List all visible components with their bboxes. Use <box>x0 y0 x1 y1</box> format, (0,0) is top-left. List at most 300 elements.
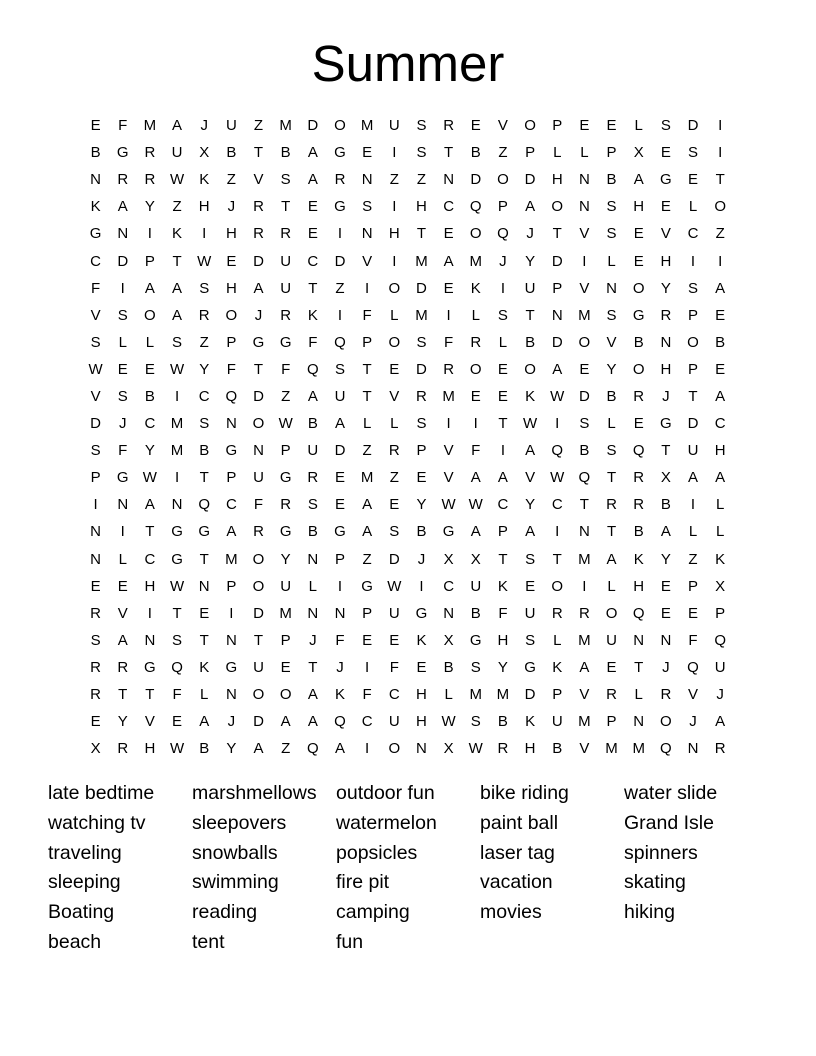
grid-letter[interactable]: I <box>365 279 370 297</box>
grid-letter[interactable]: S <box>416 333 427 351</box>
grid-letter[interactable]: R <box>253 225 264 243</box>
grid-letter[interactable]: O <box>334 117 346 135</box>
grid-letter[interactable]: Q <box>334 333 346 351</box>
grid-letter[interactable]: I <box>500 442 505 460</box>
grid-letter[interactable]: T <box>172 604 182 622</box>
grid-letter[interactable]: W <box>88 360 103 378</box>
grid-letter[interactable]: L <box>688 198 698 216</box>
grid-letter[interactable]: R <box>90 604 101 622</box>
grid-letter[interactable]: Z <box>389 469 399 487</box>
grid-letter[interactable]: K <box>470 279 481 297</box>
grid-letter[interactable]: Q <box>632 442 645 460</box>
grid-letter[interactable]: W <box>468 740 483 758</box>
grid-letter[interactable]: R <box>253 523 264 541</box>
grid-letter[interactable]: A <box>307 686 318 704</box>
grid-letter[interactable]: S <box>117 387 128 405</box>
grid-letter[interactable]: D <box>416 360 427 378</box>
grid-letter[interactable]: Y <box>280 550 291 568</box>
grid-letter[interactable]: G <box>116 469 129 487</box>
grid-letter[interactable]: O <box>144 306 156 324</box>
grid-letter[interactable]: G <box>171 550 183 568</box>
grid-letter[interactable]: T <box>606 469 617 487</box>
grid-letter[interactable]: M <box>170 415 184 433</box>
grid-letter[interactable]: O <box>252 686 265 704</box>
grid-letter[interactable]: S <box>416 144 427 162</box>
grid-letter[interactable]: E <box>579 360 590 378</box>
grid-letter[interactable]: D <box>253 252 264 270</box>
grid-letter[interactable]: V <box>579 279 590 297</box>
grid-letter[interactable]: A <box>525 523 536 541</box>
grid-letter[interactable]: D <box>687 117 699 135</box>
grid-letter[interactable]: Y <box>144 198 155 216</box>
grid-letter[interactable]: M <box>442 387 455 405</box>
grid-letter[interactable]: H <box>144 577 156 595</box>
grid-letter[interactable]: O <box>578 333 591 351</box>
grid-letter[interactable]: S <box>606 442 617 460</box>
grid-letter[interactable]: D <box>524 171 536 189</box>
grid-letter[interactable]: W <box>169 171 185 189</box>
grid-letter[interactable]: E <box>90 577 101 595</box>
grid-letter[interactable]: H <box>225 225 237 243</box>
grid-letter[interactable]: Y <box>416 496 427 514</box>
grid-letter[interactable]: A <box>362 496 373 514</box>
grid-letter[interactable]: S <box>606 306 617 324</box>
grid-letter[interactable]: T <box>444 144 454 162</box>
grid-letter[interactable]: V <box>579 686 590 704</box>
grid-letter[interactable]: Z <box>362 442 372 460</box>
grid-letter[interactable]: P <box>334 550 345 568</box>
grid-letter[interactable]: H <box>225 279 237 297</box>
grid-letter[interactable]: V <box>660 225 671 243</box>
grid-letter[interactable]: R <box>253 198 264 216</box>
grid-letter[interactable]: L <box>390 415 399 433</box>
grid-letter[interactable]: I <box>229 604 234 622</box>
grid-letter[interactable]: V <box>362 252 373 270</box>
grid-letter[interactable]: C <box>144 415 156 433</box>
grid-letter[interactable]: F <box>362 686 372 704</box>
grid-letter[interactable]: E <box>90 713 101 731</box>
grid-letter[interactable]: C <box>307 252 319 270</box>
grid-letter[interactable]: V <box>443 469 454 487</box>
grid-letter[interactable]: S <box>334 360 345 378</box>
grid-letter[interactable]: P <box>362 604 373 622</box>
grid-letter[interactable]: K <box>90 198 101 216</box>
grid-letter[interactable]: T <box>606 523 617 541</box>
grid-letter[interactable]: B <box>144 387 155 405</box>
grid-letter[interactable]: Z <box>389 171 399 189</box>
grid-letter[interactable]: R <box>144 144 156 162</box>
grid-letter[interactable]: R <box>307 469 319 487</box>
grid-letter[interactable]: W <box>550 387 565 405</box>
grid-letter[interactable]: S <box>362 198 373 216</box>
grid-letter[interactable]: O <box>497 171 509 189</box>
grid-letter[interactable]: P <box>226 333 237 351</box>
grid-letter[interactable]: G <box>279 523 292 541</box>
grid-letter[interactable]: T <box>172 252 182 270</box>
grid-letter[interactable]: U <box>280 279 292 297</box>
grid-letter[interactable]: Z <box>172 198 182 216</box>
grid-letter[interactable]: M <box>578 550 591 568</box>
grid-letter[interactable]: E <box>307 225 318 243</box>
grid-letter[interactable]: K <box>416 631 427 649</box>
grid-letter[interactable]: Q <box>198 496 211 514</box>
grid-letter[interactable]: V <box>389 387 400 405</box>
grid-letter[interactable]: C <box>225 496 237 514</box>
grid-letter[interactable]: A <box>307 144 318 162</box>
grid-letter[interactable]: L <box>118 550 127 568</box>
grid-letter[interactable]: B <box>660 496 671 514</box>
grid-letter[interactable]: S <box>688 279 699 297</box>
grid-letter[interactable]: H <box>714 442 726 460</box>
grid-letter[interactable]: O <box>524 360 536 378</box>
grid-letter[interactable]: O <box>632 360 645 378</box>
grid-letter[interactable]: G <box>252 333 265 351</box>
grid-letter[interactable]: Q <box>225 387 238 405</box>
grid-letter[interactable]: C <box>388 686 400 704</box>
grid-letter[interactable]: M <box>415 252 428 270</box>
grid-letter[interactable]: D <box>551 333 563 351</box>
grid-letter[interactable]: X <box>660 469 671 487</box>
grid-letter[interactable]: S <box>470 713 481 731</box>
grid-letter[interactable]: I <box>147 604 152 622</box>
grid-letter[interactable]: E <box>579 117 590 135</box>
grid-letter[interactable]: M <box>496 686 510 704</box>
grid-letter[interactable]: I <box>392 252 397 270</box>
grid-letter[interactable]: Z <box>335 279 345 297</box>
grid-letter[interactable]: J <box>336 658 344 676</box>
grid-letter[interactable]: L <box>580 144 589 162</box>
grid-letter[interactable]: R <box>443 117 455 135</box>
grid-letter[interactable]: J <box>716 686 724 704</box>
grid-letter[interactable]: A <box>579 658 590 676</box>
grid-letter[interactable]: O <box>388 740 401 758</box>
grid-letter[interactable]: L <box>471 306 480 324</box>
grid-letter[interactable]: T <box>525 306 535 324</box>
grid-letter[interactable]: B <box>497 713 508 731</box>
grid-letter[interactable]: L <box>553 631 562 649</box>
grid-letter[interactable]: A <box>606 550 617 568</box>
grid-letter[interactable]: I <box>120 279 125 297</box>
grid-letter[interactable]: R <box>334 171 346 189</box>
grid-letter[interactable]: X <box>443 631 454 649</box>
grid-letter[interactable]: K <box>199 171 210 189</box>
grid-letter[interactable]: U <box>524 604 536 622</box>
grid-letter[interactable]: G <box>334 198 346 216</box>
grid-letter[interactable]: G <box>660 415 672 433</box>
grid-letter[interactable]: F <box>172 686 182 704</box>
grid-letter[interactable]: J <box>526 225 534 243</box>
grid-letter[interactable]: A <box>443 252 454 270</box>
grid-letter[interactable]: X <box>715 577 726 595</box>
grid-letter[interactable]: P <box>525 144 536 162</box>
grid-letter[interactable]: B <box>307 523 318 541</box>
grid-letter[interactable]: H <box>633 577 645 595</box>
grid-letter[interactable]: M <box>170 442 184 460</box>
grid-letter[interactable]: T <box>199 550 209 568</box>
grid-letter[interactable]: G <box>361 577 373 595</box>
grid-letter[interactable]: A <box>307 713 318 731</box>
grid-letter[interactable]: E <box>307 198 318 216</box>
grid-letter[interactable]: U <box>470 577 482 595</box>
grid-letter[interactable]: O <box>687 333 699 351</box>
grid-letter[interactable]: I <box>174 469 180 487</box>
grid-letter[interactable]: T <box>118 686 128 704</box>
grid-letter[interactable]: J <box>309 631 317 649</box>
grid-letter[interactable]: P <box>552 686 563 704</box>
grid-letter[interactable]: L <box>716 523 725 541</box>
grid-letter[interactable]: R <box>633 469 645 487</box>
grid-letter[interactable]: A <box>226 523 237 541</box>
grid-letter[interactable]: R <box>443 360 455 378</box>
grid-letter[interactable]: G <box>469 631 482 649</box>
grid-letter[interactable]: O <box>469 360 482 378</box>
grid-letter[interactable]: D <box>524 686 536 704</box>
grid-letter[interactable]: D <box>470 171 482 189</box>
grid-letter[interactable]: L <box>607 577 616 595</box>
grid-letter[interactable]: U <box>388 604 400 622</box>
grid-letter[interactable]: Z <box>498 144 508 162</box>
grid-letter[interactable]: Q <box>306 360 319 378</box>
grid-letter[interactable]: W <box>169 360 185 378</box>
grid-letter[interactable]: I <box>690 252 696 270</box>
grid-letter[interactable]: K <box>497 577 508 595</box>
grid-letter[interactable]: N <box>253 442 264 460</box>
grid-letter[interactable]: L <box>118 333 127 351</box>
grid-letter[interactable]: F <box>389 658 399 676</box>
grid-letter[interactable]: G <box>198 523 211 541</box>
grid-letter[interactable]: N <box>90 523 101 541</box>
grid-letter[interactable]: M <box>360 117 374 135</box>
grid-letter[interactable]: D <box>334 252 346 270</box>
grid-letter[interactable]: M <box>279 117 292 135</box>
grid-letter[interactable]: A <box>334 740 345 758</box>
grid-letter[interactable]: R <box>117 658 129 676</box>
grid-letter[interactable]: J <box>689 713 697 731</box>
grid-letter[interactable]: L <box>634 686 643 704</box>
grid-letter[interactable]: J <box>118 415 127 433</box>
grid-letter[interactable]: A <box>280 713 291 731</box>
grid-letter[interactable]: N <box>660 333 672 351</box>
grid-letter[interactable]: B <box>199 442 210 460</box>
grid-letter[interactable]: R <box>470 333 482 351</box>
grid-letter[interactable]: A <box>199 713 210 731</box>
grid-letter[interactable]: E <box>633 252 644 270</box>
grid-letter[interactable]: Y <box>525 252 536 270</box>
grid-letter[interactable]: D <box>578 387 590 405</box>
grid-letter[interactable]: O <box>225 306 238 324</box>
grid-letter[interactable]: G <box>334 523 346 541</box>
grid-letter[interactable]: J <box>227 198 236 216</box>
grid-letter[interactable]: L <box>308 577 317 595</box>
grid-letter[interactable]: N <box>443 604 455 622</box>
grid-letter[interactable]: T <box>362 360 372 378</box>
grid-letter[interactable]: N <box>307 550 319 568</box>
grid-letter[interactable]: S <box>579 415 590 433</box>
grid-letter[interactable]: Q <box>714 631 726 649</box>
grid-letter[interactable]: N <box>606 279 617 297</box>
grid-letter[interactable]: K <box>525 387 536 405</box>
grid-letter[interactable]: R <box>606 496 617 514</box>
grid-letter[interactable]: E <box>470 117 481 135</box>
grid-letter[interactable]: S <box>199 279 210 297</box>
grid-letter[interactable]: I <box>500 279 505 297</box>
grid-letter[interactable]: K <box>199 658 210 676</box>
grid-letter[interactable]: F <box>118 117 128 135</box>
grid-letter[interactable]: E <box>362 144 373 162</box>
grid-letter[interactable]: P <box>416 442 427 460</box>
grid-letter[interactable]: Z <box>416 171 427 189</box>
grid-letter[interactable]: N <box>361 225 373 243</box>
grid-letter[interactable]: B <box>606 171 617 189</box>
grid-letter[interactable]: G <box>279 333 292 351</box>
grid-letter[interactable]: U <box>524 279 536 297</box>
grid-letter[interactable]: U <box>714 658 726 676</box>
grid-letter[interactable]: Q <box>469 198 482 216</box>
grid-letter[interactable]: I <box>582 252 587 270</box>
grid-letter[interactable]: A <box>633 171 644 189</box>
grid-letter[interactable]: Y <box>606 360 617 378</box>
grid-letter[interactable]: B <box>633 333 644 351</box>
grid-letter[interactable]: E <box>280 658 291 676</box>
grid-letter[interactable]: R <box>198 306 210 324</box>
grid-letter[interactable]: Y <box>660 550 671 568</box>
grid-letter[interactable]: S <box>90 442 101 460</box>
grid-letter[interactable]: G <box>279 469 292 487</box>
grid-letter[interactable]: E <box>389 360 400 378</box>
grid-letter[interactable]: T <box>661 442 671 460</box>
grid-letter[interactable]: A <box>715 713 726 731</box>
grid-letter[interactable]: N <box>334 604 346 622</box>
grid-letter[interactable]: G <box>225 658 238 676</box>
grid-letter[interactable]: Y <box>226 740 237 758</box>
grid-letter[interactable]: C <box>497 496 509 514</box>
grid-letter[interactable]: T <box>634 658 644 676</box>
grid-letter[interactable]: N <box>578 198 590 216</box>
grid-letter[interactable]: E <box>172 713 183 731</box>
grid-letter[interactable]: I <box>446 415 451 433</box>
grid-letter[interactable]: T <box>253 631 264 649</box>
grid-letter[interactable]: O <box>524 117 536 135</box>
grid-letter[interactable]: V <box>688 686 699 704</box>
grid-letter[interactable]: I <box>147 225 152 243</box>
grid-letter[interactable]: I <box>337 225 343 243</box>
grid-letter[interactable]: Y <box>660 279 671 297</box>
grid-letter[interactable]: U <box>551 713 563 731</box>
grid-letter[interactable]: R <box>551 604 563 622</box>
grid-letter[interactable]: A <box>525 442 536 460</box>
grid-letter[interactable]: K <box>307 306 318 324</box>
grid-letter[interactable]: Y <box>525 496 536 514</box>
grid-letter[interactable]: B <box>579 442 590 460</box>
grid-letter[interactable]: T <box>199 631 209 649</box>
grid-letter[interactable]: S <box>416 117 427 135</box>
grid-letter[interactable]: W <box>550 469 565 487</box>
grid-letter[interactable]: J <box>662 658 670 676</box>
grid-letter[interactable]: P <box>606 713 617 731</box>
grid-letter[interactable]: H <box>416 686 427 704</box>
grid-letter[interactable]: Z <box>715 225 725 243</box>
grid-letter[interactable]: J <box>499 252 507 270</box>
grid-letter[interactable]: S <box>172 333 183 351</box>
grid-letter[interactable]: W <box>169 740 185 758</box>
grid-letter[interactable]: H <box>416 713 427 731</box>
grid-letter[interactable]: X <box>90 740 101 758</box>
grid-letter[interactable]: N <box>687 740 699 758</box>
grid-letter[interactable]: E <box>199 604 210 622</box>
grid-letter[interactable]: L <box>390 306 399 324</box>
grid-letter[interactable]: U <box>253 469 264 487</box>
grid-letter[interactable]: V <box>443 442 454 460</box>
grid-letter[interactable]: A <box>660 523 671 541</box>
grid-letter[interactable]: P <box>552 279 563 297</box>
grid-letter[interactable]: L <box>688 523 698 541</box>
grid-letter[interactable]: J <box>227 713 236 731</box>
grid-letter[interactable]: W <box>522 415 538 433</box>
grid-letter[interactable]: I <box>718 252 723 270</box>
grid-letter[interactable]: N <box>117 496 129 514</box>
grid-letter[interactable]: S <box>307 496 318 514</box>
grid-letter[interactable]: S <box>416 415 427 433</box>
grid-letter[interactable]: N <box>578 523 590 541</box>
grid-letter[interactable]: N <box>361 171 373 189</box>
grid-letter[interactable]: N <box>171 496 183 514</box>
grid-letter[interactable]: E <box>606 117 617 135</box>
grid-letter[interactable]: O <box>551 577 564 595</box>
grid-letter[interactable]: N <box>144 631 156 649</box>
grid-letter[interactable]: H <box>497 631 509 649</box>
grid-letter[interactable]: C <box>687 225 699 243</box>
grid-letter[interactable]: E <box>416 469 427 487</box>
grid-letter[interactable]: U <box>280 577 292 595</box>
grid-letter[interactable]: I <box>555 415 560 433</box>
grid-letter[interactable]: P <box>362 333 373 351</box>
grid-letter[interactable]: F <box>90 279 101 297</box>
grid-letter[interactable]: Z <box>199 333 209 351</box>
grid-letter[interactable]: Z <box>253 117 264 135</box>
grid-letter[interactable]: A <box>362 523 373 541</box>
grid-letter[interactable]: H <box>198 198 210 216</box>
grid-letter[interactable]: F <box>253 496 264 514</box>
grid-letter[interactable]: P <box>552 117 563 135</box>
grid-letter[interactable]: A <box>497 469 508 487</box>
grid-letter[interactable]: Q <box>687 658 699 676</box>
grid-letter[interactable]: E <box>525 577 536 595</box>
grid-letter[interactable]: N <box>225 415 237 433</box>
grid-letter[interactable]: V <box>90 306 101 324</box>
grid-letter[interactable]: N <box>307 604 319 622</box>
grid-letter[interactable]: T <box>688 387 698 405</box>
grid-letter[interactable]: B <box>470 144 481 162</box>
grid-letter[interactable]: N <box>551 306 563 324</box>
grid-letter[interactable]: T <box>253 360 264 378</box>
grid-letter[interactable]: C <box>198 387 210 405</box>
grid-letter[interactable]: F <box>308 333 318 351</box>
grid-letter[interactable]: M <box>225 550 238 568</box>
grid-letter[interactable]: V <box>606 333 617 351</box>
grid-letter[interactable]: I <box>419 577 424 595</box>
grid-letter[interactable]: E <box>416 658 427 676</box>
grid-letter[interactable]: I <box>555 523 560 541</box>
grid-letter[interactable]: W <box>387 577 402 595</box>
grid-letter[interactable]: C <box>714 415 726 433</box>
grid-letter[interactable]: S <box>660 117 671 135</box>
grid-letter[interactable]: P <box>144 252 155 270</box>
grid-letter[interactable]: Y <box>199 360 210 378</box>
grid-letter[interactable]: X <box>443 740 454 758</box>
grid-letter[interactable]: E <box>633 225 644 243</box>
grid-letter[interactable]: A <box>117 631 128 649</box>
grid-letter[interactable]: W <box>142 469 157 487</box>
